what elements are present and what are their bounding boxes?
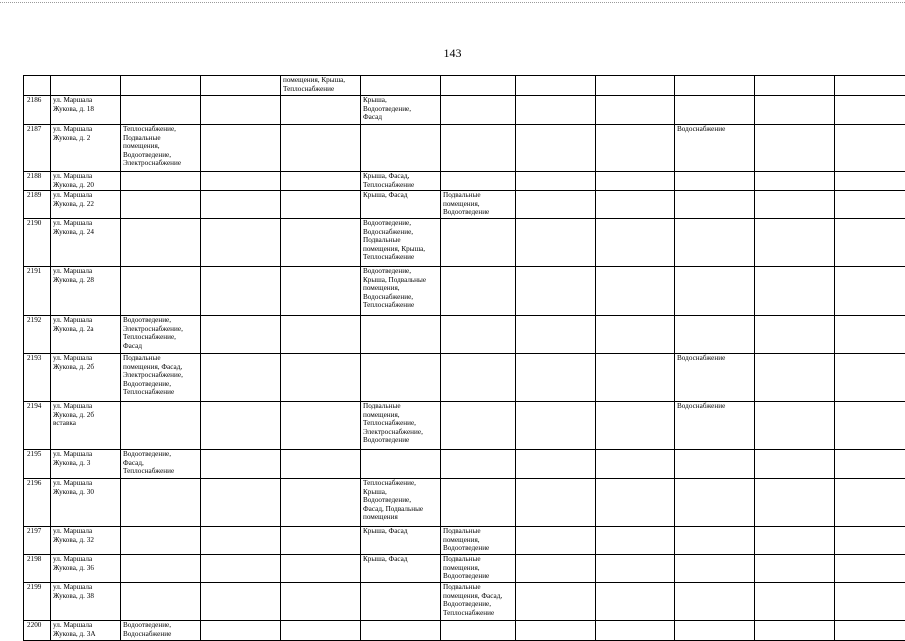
work-cell-3 <box>281 125 361 172</box>
work-cell-1: Теплоснабжение, Подвальные помещения, Водоотведение, Электроснабжение <box>121 125 201 172</box>
work-cell-10 <box>835 527 905 555</box>
table-row <box>24 354 905 402</box>
address-cell: ул. Маршала Жукова, д. 2а <box>51 316 121 354</box>
address-cell: ул. Маршала Жукова, д. 18 <box>51 96 121 125</box>
work-cell-1 <box>121 479 201 527</box>
work-cell-10 <box>835 316 905 354</box>
work-cell-9 <box>755 583 835 621</box>
work-cell-2 <box>201 125 281 172</box>
work-cell-7 <box>596 316 675 354</box>
work-cell-3 <box>281 191 361 219</box>
work-cell-3 <box>281 96 361 125</box>
work-cell-7 <box>596 125 675 172</box>
work-cell-4 <box>361 354 441 402</box>
table-row <box>24 555 905 583</box>
work-cell-9 <box>755 125 835 172</box>
work-cell-7 <box>596 583 675 621</box>
table-row <box>24 621 905 641</box>
page-number: 143 <box>0 46 905 61</box>
table-row <box>24 172 905 191</box>
work-cell-2 <box>201 402 281 450</box>
work-cell-8 <box>675 450 755 479</box>
work-cell-7 <box>596 267 675 316</box>
work-cell-6 <box>516 555 596 583</box>
work-cell-8 <box>675 479 755 527</box>
work-cell-5 <box>441 172 516 191</box>
work-cell-10 <box>835 479 905 527</box>
work-cell-1 <box>121 555 201 583</box>
work-cell-1: Водоотведение, Фасад, Теплоснабжение <box>121 450 201 479</box>
work-cell-8 <box>675 76 755 96</box>
work-cell-6 <box>516 450 596 479</box>
work-cell-4: Крыша, Фасад <box>361 191 441 219</box>
work-cell-7 <box>596 527 675 555</box>
work-cell-4: Крыша, Фасад <box>361 527 441 555</box>
work-cell-4 <box>361 621 441 641</box>
work-cell-6 <box>516 316 596 354</box>
work-cell-10 <box>835 621 905 641</box>
table-row <box>24 219 905 267</box>
work-cell-6 <box>516 267 596 316</box>
work-cell-5 <box>441 76 516 96</box>
work-cell-2 <box>201 527 281 555</box>
work-cell-10 <box>835 125 905 172</box>
work-cell-8: Водоснабжение <box>675 402 755 450</box>
address-cell: ул. Маршала Жукова, д. 22 <box>51 191 121 219</box>
work-cell-3 <box>281 402 361 450</box>
work-cell-1: Водоотведение, Электроснабжение, Теплоснабжение, Фасад <box>121 316 201 354</box>
work-cell-4 <box>361 76 441 96</box>
work-cell-5 <box>441 479 516 527</box>
work-cell-1 <box>121 76 201 96</box>
work-cell-9 <box>755 402 835 450</box>
work-cell-8 <box>675 191 755 219</box>
work-cell-1 <box>121 191 201 219</box>
work-cell-9 <box>755 450 835 479</box>
work-cell-2 <box>201 191 281 219</box>
work-cell-6 <box>516 402 596 450</box>
row-number <box>24 76 51 96</box>
row-number: 2187 <box>24 125 51 172</box>
address-cell: ул. Маршала Жукова, д. 2б вставка <box>51 402 121 450</box>
work-cell-7 <box>596 96 675 125</box>
work-cell-8 <box>675 555 755 583</box>
work-cell-4: Крыша, Водоотведение, Фасад <box>361 96 441 125</box>
work-cell-8 <box>675 316 755 354</box>
work-cell-6 <box>516 191 596 219</box>
work-cell-5: Подвальные помещения, Фасад, Водоотведение, Теплоснабжение <box>441 583 516 621</box>
work-cell-3 <box>281 527 361 555</box>
row-number: 2194 <box>24 402 51 450</box>
work-cell-5 <box>441 316 516 354</box>
work-cell-8 <box>675 583 755 621</box>
row-number: 2193 <box>24 354 51 402</box>
work-cell-1 <box>121 267 201 316</box>
work-cell-5 <box>441 354 516 402</box>
work-cell-6 <box>516 125 596 172</box>
work-cell-3 <box>281 354 361 402</box>
row-number: 2191 <box>24 267 51 316</box>
work-cell-7 <box>596 76 675 96</box>
work-cell-10 <box>835 583 905 621</box>
work-cell-8 <box>675 172 755 191</box>
work-cell-2 <box>201 172 281 191</box>
table-row <box>24 96 905 125</box>
row-number: 2197 <box>24 527 51 555</box>
work-cell-6 <box>516 76 596 96</box>
work-cell-9 <box>755 96 835 125</box>
work-cell-4 <box>361 583 441 621</box>
work-cell-3 <box>281 450 361 479</box>
table-row <box>24 191 905 219</box>
work-cell-3 <box>281 316 361 354</box>
work-cell-7 <box>596 402 675 450</box>
work-cell-1 <box>121 583 201 621</box>
work-cell-1 <box>121 402 201 450</box>
address-cell: ул. Маршала Жукова, д. 3А <box>51 621 121 641</box>
work-cell-8 <box>675 621 755 641</box>
address-cell: ул. Маршала Жукова, д. 38 <box>51 583 121 621</box>
work-cell-5 <box>441 267 516 316</box>
work-cell-2 <box>201 583 281 621</box>
work-cell-6 <box>516 583 596 621</box>
work-cell-5 <box>441 125 516 172</box>
work-cell-2 <box>201 621 281 641</box>
work-cell-7 <box>596 172 675 191</box>
work-cell-4: Крыша, Фасад <box>361 555 441 583</box>
address-cell: ул. Маршала Жукова, д. 32 <box>51 527 121 555</box>
work-cell-4: Водоотведение, Водоснабжение, Подвальные помещения, Крыша, Теплоснабжение <box>361 219 441 267</box>
table-row <box>24 583 905 621</box>
work-cell-4 <box>361 316 441 354</box>
work-cell-9 <box>755 76 835 96</box>
work-cell-3 <box>281 219 361 267</box>
table-row <box>24 267 905 316</box>
work-cell-3 <box>281 479 361 527</box>
row-number: 2195 <box>24 450 51 479</box>
work-cell-9 <box>755 555 835 583</box>
work-cell-8: Водоснабжение <box>675 125 755 172</box>
row-number: 2198 <box>24 555 51 583</box>
work-cell-6 <box>516 479 596 527</box>
work-cell-4: Подвальные помещения, Теплоснабжение, Электроснабжение, Водоотведение <box>361 402 441 450</box>
work-cell-6 <box>516 354 596 402</box>
work-cell-7 <box>596 354 675 402</box>
work-cell-3 <box>281 172 361 191</box>
address-cell: ул. Маршала Жукова, д. 28 <box>51 267 121 316</box>
work-cell-1 <box>121 219 201 267</box>
work-cell-9 <box>755 191 835 219</box>
work-cell-2 <box>201 219 281 267</box>
work-cell-3: помещения, Крыша, Теплоснабжение <box>281 76 361 96</box>
work-cell-1: Подвальные помещения, Фасад, Электроснабжение, Водоотведение, Теплоснабжение <box>121 354 201 402</box>
table-row <box>24 527 905 555</box>
work-cell-9 <box>755 479 835 527</box>
work-cell-8: Водоснабжение <box>675 354 755 402</box>
work-cell-8 <box>675 527 755 555</box>
work-cell-7 <box>596 555 675 583</box>
row-number: 2199 <box>24 583 51 621</box>
work-cell-10 <box>835 219 905 267</box>
work-cell-1 <box>121 96 201 125</box>
work-cell-6 <box>516 621 596 641</box>
work-cell-6 <box>516 172 596 191</box>
work-cell-10 <box>835 172 905 191</box>
work-cell-10 <box>835 555 905 583</box>
capital-repair-table <box>23 75 905 641</box>
work-cell-7 <box>596 621 675 641</box>
table-row <box>24 316 905 354</box>
address-cell: ул. Маршала Жукова, д. 2б <box>51 354 121 402</box>
work-cell-7 <box>596 191 675 219</box>
work-cell-5 <box>441 450 516 479</box>
work-cell-2 <box>201 354 281 402</box>
work-cell-2 <box>201 96 281 125</box>
address-cell: ул. Маршала Жукова, д. 30 <box>51 479 121 527</box>
work-cell-5 <box>441 621 516 641</box>
work-cell-9 <box>755 219 835 267</box>
row-number: 2190 <box>24 219 51 267</box>
scan-artifact-line <box>0 2 905 3</box>
work-cell-2 <box>201 450 281 479</box>
work-cell-2 <box>201 555 281 583</box>
table-row <box>24 76 905 96</box>
work-cell-3 <box>281 621 361 641</box>
table-row <box>24 125 905 172</box>
work-cell-2 <box>201 76 281 96</box>
work-cell-7 <box>596 219 675 267</box>
work-cell-3 <box>281 583 361 621</box>
work-cell-10 <box>835 402 905 450</box>
work-cell-4 <box>361 125 441 172</box>
address-cell: ул. Маршала Жукова, д. 36 <box>51 555 121 583</box>
work-cell-4: Теплоснабжение, Крыша, Водоотведение, Фасад, Подвальные помещения <box>361 479 441 527</box>
work-cell-1: Водоотведение, Водоснабжение <box>121 621 201 641</box>
row-number: 2200 <box>24 621 51 641</box>
row-number: 2188 <box>24 172 51 191</box>
work-cell-4 <box>361 450 441 479</box>
work-cell-7 <box>596 450 675 479</box>
work-cell-5 <box>441 219 516 267</box>
table-row <box>24 479 905 527</box>
work-cell-10 <box>835 450 905 479</box>
address-cell <box>51 76 121 96</box>
work-cell-2 <box>201 267 281 316</box>
work-cell-8 <box>675 96 755 125</box>
work-cell-3 <box>281 267 361 316</box>
work-cell-9 <box>755 621 835 641</box>
row-number: 2186 <box>24 96 51 125</box>
work-cell-9 <box>755 172 835 191</box>
work-cell-1 <box>121 172 201 191</box>
work-cell-9 <box>755 354 835 402</box>
table-row <box>24 450 905 479</box>
work-cell-4: Крыша, Фасад, Теплоснабжение <box>361 172 441 191</box>
work-cell-2 <box>201 479 281 527</box>
work-cell-10 <box>835 96 905 125</box>
work-cell-5 <box>441 96 516 125</box>
work-cell-6 <box>516 219 596 267</box>
address-cell: ул. Маршала Жукова, д. 2 <box>51 125 121 172</box>
work-cell-10 <box>835 76 905 96</box>
work-cell-5 <box>441 402 516 450</box>
work-cell-10 <box>835 267 905 316</box>
work-cell-9 <box>755 316 835 354</box>
work-cell-6 <box>516 527 596 555</box>
address-cell: ул. Маршала Жукова, д. 20 <box>51 172 121 191</box>
work-cell-4: Водоотведение, Крыша, Подвальные помещения, Водоснабжение, Теплоснабжение <box>361 267 441 316</box>
work-cell-8 <box>675 219 755 267</box>
work-cell-7 <box>596 479 675 527</box>
work-cell-3 <box>281 555 361 583</box>
table-row <box>24 402 905 450</box>
work-cell-6 <box>516 96 596 125</box>
work-cell-10 <box>835 191 905 219</box>
row-number: 2189 <box>24 191 51 219</box>
work-cell-5: Подвальные помещения, Водоотведение <box>441 191 516 219</box>
work-cell-10 <box>835 354 905 402</box>
address-cell: ул. Маршала Жукова, д. 3 <box>51 450 121 479</box>
address-cell: ул. Маршала Жукова, д. 24 <box>51 219 121 267</box>
work-cell-1 <box>121 527 201 555</box>
work-cell-8 <box>675 267 755 316</box>
work-cell-9 <box>755 267 835 316</box>
work-cell-9 <box>755 527 835 555</box>
row-number: 2192 <box>24 316 51 354</box>
work-cell-5: Подвальные помещения, Водоотведение <box>441 555 516 583</box>
work-cell-2 <box>201 316 281 354</box>
row-number: 2196 <box>24 479 51 527</box>
work-cell-5: Подвальные помещения, Водоотведение <box>441 527 516 555</box>
